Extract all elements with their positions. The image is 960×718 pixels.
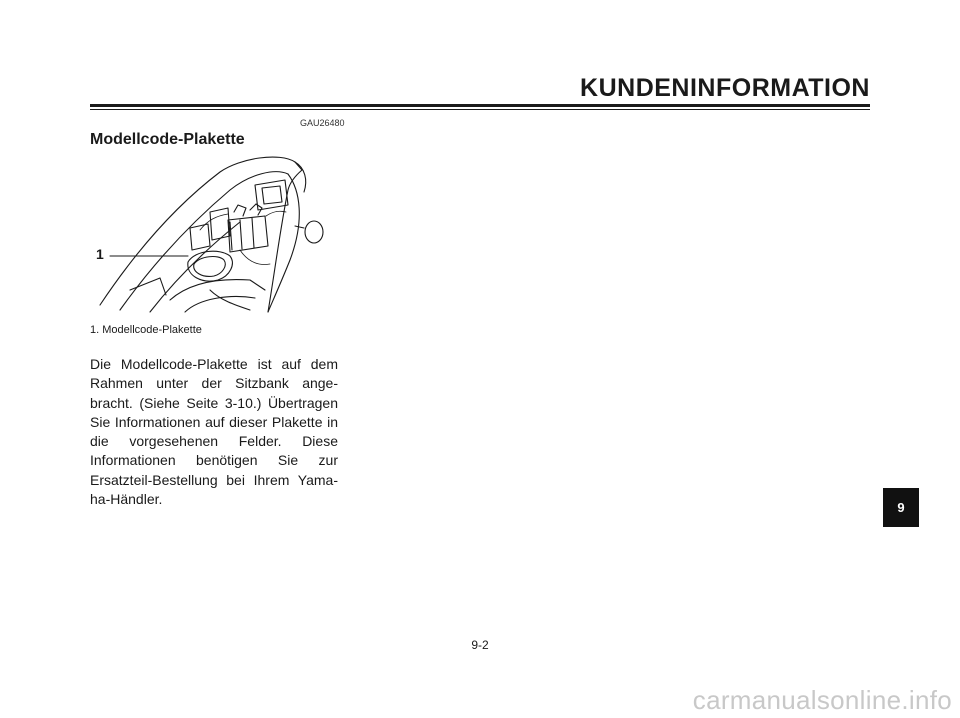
document-code: GAU26480 <box>300 118 345 128</box>
battery-box <box>228 216 268 252</box>
section-title: Modellcode-Plakette <box>90 131 245 148</box>
chapter-tab: 9 <box>883 488 919 527</box>
header-rule-thin <box>90 109 870 110</box>
frame-outline <box>100 157 302 312</box>
figure-motorcycle-frame <box>90 150 340 320</box>
page-number: 9-2 <box>471 638 489 652</box>
page-header-title: KUNDENINFORMATION <box>580 74 870 102</box>
figure-caption: 1. Modellcode-Plakette <box>90 324 202 336</box>
figure-callout-number: 1 <box>96 246 104 262</box>
header-rule-thick <box>90 104 870 107</box>
body-paragraph: Die Modellcode-Plakette ist auf dem Rahmen unter der Sitzbank ange-bracht. (Siehe Seite 3-10.) Übertragen Sie Informationen auf dieser Plakette in die vorgesehenen Felder. Diese Informationen benötigen Sie zur Ersatzteil-Bestellung bei Ihrem Yama-ha-Händler. <box>90 356 338 508</box>
frame-illustration <box>90 150 340 320</box>
watermark-text: carmanualsonline.info <box>692 685 952 715</box>
